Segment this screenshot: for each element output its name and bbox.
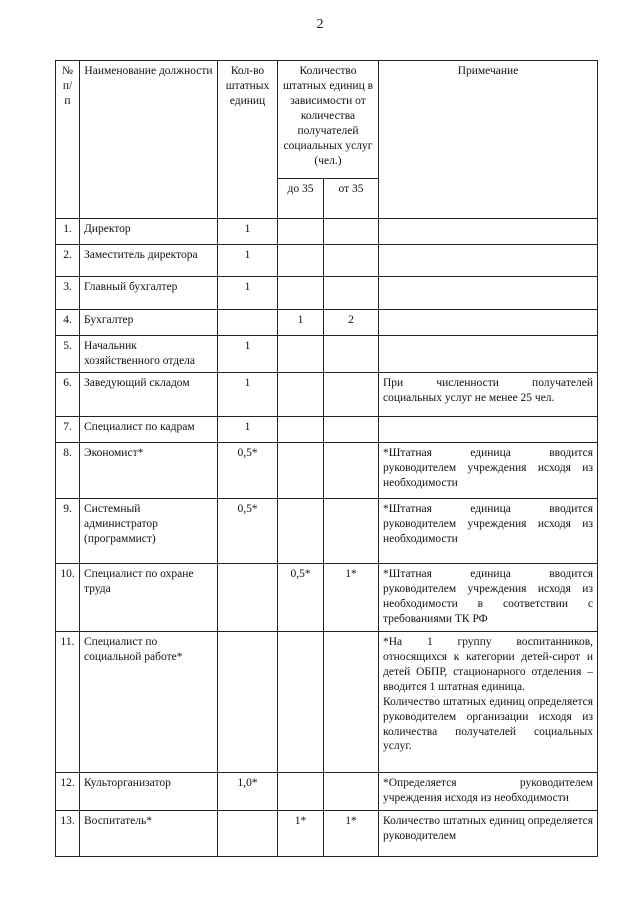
row-number: 2. [56, 245, 80, 277]
note-cell [379, 219, 598, 245]
note-cell [379, 772, 598, 810]
table-row [56, 245, 598, 277]
note-text: *Штатная единица вводится руководителем учреждения исходя из необходимости [383, 446, 593, 489]
header-note: Примечание [379, 61, 598, 219]
page-number: 2 [316, 17, 324, 32]
note-text: Количество штатных единиц определяется руководителем [383, 814, 593, 842]
note-cell [379, 442, 598, 498]
count-from-35 [324, 442, 379, 498]
staff-count: 1 [218, 416, 278, 442]
note-text: Количество штатных единиц определяется руководителем организации исходя из количества получателей социальных услуг. [383, 695, 593, 753]
note-text: *Штатная единица вводится руководителем учреждения исходя из необходимости [383, 502, 593, 545]
position-name: Культорганизатор [80, 772, 218, 810]
count-up-to-35 [278, 219, 324, 245]
staff-count: 1 [218, 245, 278, 277]
row-number: 11. [56, 631, 80, 772]
header-num: № п/п [56, 61, 80, 219]
note-cell [379, 416, 598, 442]
note-text: *Определяется руководителем учреждения исходя из необходимости [383, 776, 593, 804]
table-row [56, 336, 598, 373]
count-up-to-35 [278, 416, 324, 442]
row-number: 12. [56, 772, 80, 810]
table-row [56, 310, 598, 336]
count-from-35 [324, 372, 379, 416]
staffing-table [55, 60, 598, 857]
table-row [56, 277, 598, 310]
table-row [56, 498, 598, 563]
position-name: Специалист по социальной работе* [80, 631, 218, 772]
position-name: Воспитатель* [80, 810, 218, 856]
count-up-to-35 [278, 245, 324, 277]
count-from-35 [324, 772, 379, 810]
count-up-to-35 [278, 277, 324, 310]
note-cell [379, 563, 598, 631]
count-from-35 [324, 219, 379, 245]
header-up-to-35: до 35 [278, 179, 324, 219]
header-name: Наименование должности [80, 61, 218, 219]
count-from-35 [324, 498, 379, 563]
table-body [56, 219, 598, 857]
count-up-to-35 [278, 631, 324, 772]
position-name: Специалист по кадрам [80, 416, 218, 442]
staff-count: 1 [218, 277, 278, 310]
row-number: 5. [56, 336, 80, 373]
note-cell [379, 277, 598, 310]
table-row [56, 219, 598, 245]
count-up-to-35 [278, 372, 324, 416]
note-cell [379, 810, 598, 856]
row-number: 10. [56, 563, 80, 631]
staff-count [218, 310, 278, 336]
row-number: 4. [56, 310, 80, 336]
table-row [56, 563, 598, 631]
count-from-35 [324, 336, 379, 373]
note-text: При численности получателей социальных услуг не менее 25 чел. [383, 376, 593, 404]
count-from-35: 2 [324, 310, 379, 336]
count-from-35 [324, 277, 379, 310]
position-name: Системный администратор (программист) [80, 498, 218, 563]
count-up-to-35: 1 [278, 310, 324, 336]
count-from-35 [324, 631, 379, 772]
staff-count: 1 [218, 219, 278, 245]
position-name: Директор [80, 219, 218, 245]
row-number: 9. [56, 498, 80, 563]
staff-count: 1,0* [218, 772, 278, 810]
row-number: 8. [56, 442, 80, 498]
table-row [56, 631, 598, 772]
position-name: Главный бухгалтер [80, 277, 218, 310]
staff-count: 0,5* [218, 442, 278, 498]
note-cell [379, 336, 598, 373]
note-text: *На 1 группу воспитанников, относящихся к категории детей-сирот и детей ОБПР, стационарного отделения – вводится 1 штатная единица. [383, 635, 593, 693]
note-cell [379, 245, 598, 277]
count-from-35 [324, 245, 379, 277]
row-number: 6. [56, 372, 80, 416]
row-number: 1. [56, 219, 80, 245]
position-name: Заместитель директора [80, 245, 218, 277]
note-cell [379, 372, 598, 416]
note-cell [379, 310, 598, 336]
position-name: Бухгалтер [80, 310, 218, 336]
staff-count [218, 810, 278, 856]
table-row [56, 772, 598, 810]
row-number: 13. [56, 810, 80, 856]
count-from-35: 1* [324, 810, 379, 856]
staff-count: 1 [218, 336, 278, 373]
count-from-35 [324, 416, 379, 442]
row-number: 3. [56, 277, 80, 310]
count-up-to-35: 0,5* [278, 563, 324, 631]
header-from-35: от 35 [324, 179, 379, 219]
position-name: Начальник хозяйственного отдела [80, 336, 218, 373]
header-count: Кол-во штатных единиц [218, 61, 278, 219]
header-by-recipients: Количество штатных единиц в зависимости от количества получателей социальных услуг (чел.) [278, 61, 379, 179]
staff-count: 0,5* [218, 498, 278, 563]
count-up-to-35 [278, 336, 324, 373]
table-row [56, 416, 598, 442]
count-up-to-35 [278, 442, 324, 498]
count-up-to-35 [278, 498, 324, 563]
count-from-35: 1* [324, 563, 379, 631]
position-name: Специалист по охране труда [80, 563, 218, 631]
table-row [56, 442, 598, 498]
note-cell [379, 498, 598, 563]
row-number: 7. [56, 416, 80, 442]
staff-count [218, 631, 278, 772]
table-row [56, 372, 598, 416]
note-text: *Штатная единица вводится руководителем учреждения исходя из необходимости в соответствии с требованиями ТК РФ [383, 567, 593, 625]
count-up-to-35 [278, 772, 324, 810]
staff-count: 1 [218, 372, 278, 416]
count-up-to-35: 1* [278, 810, 324, 856]
table-row [56, 810, 598, 856]
staff-count [218, 563, 278, 631]
position-name: Заведующий складом [80, 372, 218, 416]
position-name: Экономист* [80, 442, 218, 498]
note-cell [379, 631, 598, 772]
